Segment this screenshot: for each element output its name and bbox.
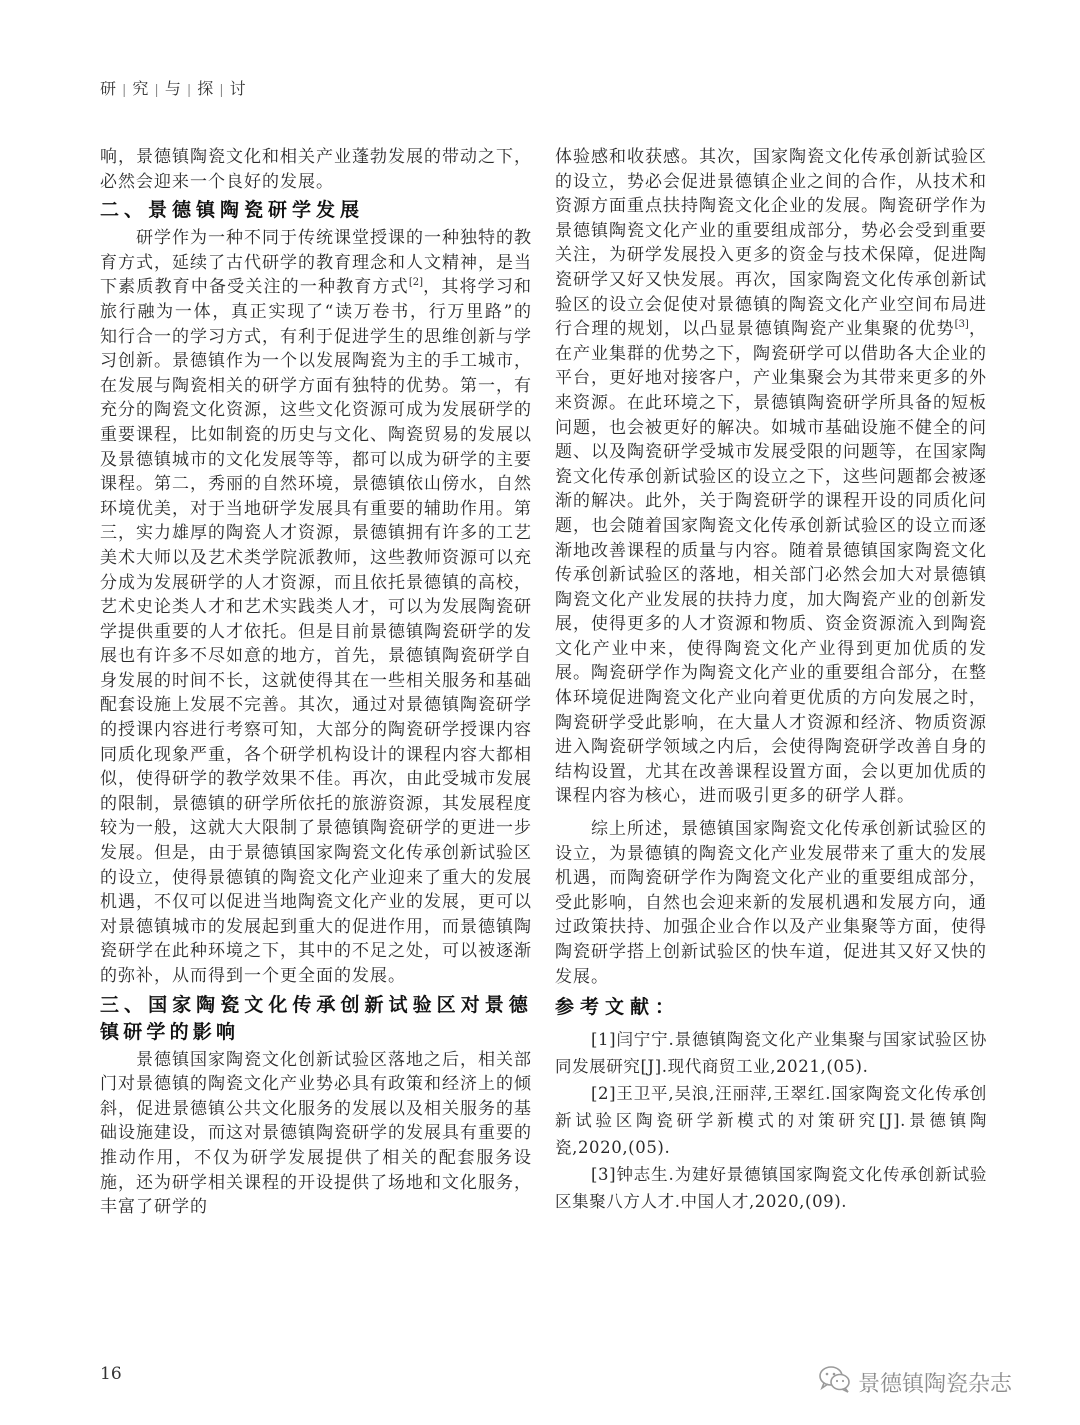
running-head-char: 与 (164, 79, 182, 98)
watermark (818, 1364, 1012, 1400)
paragraph (555, 145, 987, 809)
references-heading: 参考文献： (555, 996, 681, 1019)
watermark-text: 景德镇陶瓷杂志 (858, 1371, 1013, 1397)
citation: [2] (408, 277, 424, 289)
citation: [3] (954, 319, 969, 331)
running-head (100, 76, 247, 99)
reference-item: [2]王卫平,吴浪,汪丽萍,王翠红.国家陶瓷文化传承创新试验区陶瓷研学新模式的对策研究[J].景德镇陶瓷,2020,(05). (555, 1083, 987, 1157)
paragraph-text: 研学作为一种不同于传统课堂授课的一种独特的教育方式，延续了古代研学的教育理念和人文精神，是当下素质教育中备受关注的一种教育方式 (100, 228, 532, 298)
running-head-char: 究 (132, 79, 150, 98)
running-head-char: 探 (197, 79, 215, 98)
separator: | (219, 83, 225, 98)
separator: | (122, 83, 128, 98)
paragraph: 景德镇国家陶瓷文化创新试验区落地之后，相关部门对景德镇的陶瓷文化产业势必具有政策和经济上的倾斜，促进景德镇公共文化服务的发展以及相关服务的基础设施建设，而这对景德镇陶瓷研学的发展具有重要的推动作用，不仅为研学发展提供了相关的配套服务设施，还为研学相关课程的开设提供了场地和文化服务，丰富了研学的 (100, 1049, 532, 1218)
separator: | (154, 83, 160, 98)
running-head-char: 讨 (229, 79, 247, 98)
paragraph: 响，景德镇陶瓷文化和相关产业蓬勃发展的带动之下，必然会迎来一个良好的发展。 (100, 147, 532, 192)
paragraph-text: ，在产业集群的优势之下，陶瓷研学可以借助各大企业的平台，更好地对接客户，产业集聚会为其带来更多的外来资源。在此环境之下，景德镇陶瓷研学所具备的短板问题，也会被更好的解决。如城市基础设施不健全的问题、以及陶瓷研学受城市发展受限的问题等，在国家陶瓷文化传承创新试验区的设立之下，这些问题都会被逐渐的解决。此外，关于陶瓷研学的课程开设的同质化问题，也会随着国家陶瓷文化传承创新试验区的设立而逐渐地改善课程的质量与内容。随着景德镇国家陶瓷文化传承创新试验区的落地，相关部门必然会加大对景德镇陶瓷文化产业发展的扶持力度，加大陶瓷产业的创新发展，使得更多的人才资源和物质、资金资源流入到陶瓷文化产业中来，使得陶瓷文化产业得到更加优质的发展。陶瓷研学作为陶瓷文化产业的重要组合部分，在整体环境促进陶瓷文化产业向着更优质的方向发展之时，陶瓷研学受此影响，在大量人才资源和经济、物质资源进入陶瓷研学领域之内后，会使得陶瓷研学改善自身的结构设置，尤其在改善课程设置方面，会以更加优质的课程内容为核心，进而吸引更多的研学人群。 (555, 319, 988, 807)
wechat-icon (818, 1364, 852, 1400)
reference-item: [1]闫宁宁.景德镇陶瓷文化产业集聚与国家试验区协同发展研究[J].现代商贸工业,2021,(05). (555, 1029, 987, 1076)
right-column (555, 145, 987, 1215)
paragraph: 综上所述，景德镇国家陶瓷文化传承创新试验区的设立，为景德镇的陶瓷文化产业发展带来了重大的发展机遇，而陶瓷研学作为陶瓷文化产业的重要组成部分，受此影响，自然也会迎来新的发展机遇和发展方向，通过政策扶持、加强企业合作以及产业集聚等方面，使得陶瓷研学搭上创新试验区的快车道，促进其又好又快的发展。 (555, 819, 987, 987)
running-head-char: 研 (100, 79, 118, 98)
left-column (100, 145, 532, 1220)
reference-item: [3]钟志生.为建好景德镇国家陶瓷文化传承创新试验区集聚八方人才.中国人才,2020,(09). (555, 1164, 987, 1211)
paragraph-text: 体验感和收获感。其次，国家陶瓷文化传承创新试验区的设立，势必会促进景德镇企业之间的合作，从技术和资源方面重点扶持陶瓷文化企业的发展。陶瓷研学作为景德镇陶瓷文化产业的重要组成部分，势必会受到重要关注，为研学发展投入更多的资金与技术保障，促进陶瓷研学又好又快发展。再次，国家陶瓷文化传承创新试验区的设立会促使对景德镇的陶瓷文化产业空间布局进行合理的规划，以凸显景德镇陶瓷产业集聚的优势 (555, 147, 987, 340)
paragraph-text: ，其将学习和旅行融为一体，真正实现了“读万卷书，行万里路”的知行合一的学习方式，有利于促进学生的思维创新与学习创新。景德镇作为一个以发展陶瓷为主的手工城市，在发展与陶瓷相关的研学方面有独特的优势。第一，有充分的陶瓷文化资源，这些文化资源可成为发展研学的重要课程，比如制瓷的历史与文化、陶瓷贸易的发展以及景德镇城市的文化发展等等，都可以成为研学的主要课程。第二，秀丽的自然环境，景德镇依山傍水，自然环境优美，对于当地研学发展具有重要的辅助作用。第三，实力雄厚的陶瓷人才资源，景德镇拥有许多的工艺美术大师以及艺术类学院派教师，这些教师资源可以充分成为发展研学的人才资源，而且依托景德镇的高校，艺术史论类人才和艺术实践类人才，可以为发展陶瓷研学提供重要的人才依托。但是目前景德镇陶瓷研学的发展也有许多不尽如意的地方，首先，景德镇陶瓷研学自身发展的时间不长，这就使得其在一些相关服务和基础配套设施上发展不完善。其次，通过对景德镇陶瓷研学的授课内容进行考察可知，大部分的陶瓷研学授课内容同质化现象严重，各个研学机构设计的课程内容大都相似，使得研学的教学效果不佳。再次，由此受城市发展的限制，景德镇的研学所依托的旅游资源，其发展程度较为一般，这就大大限制了景德镇陶瓷研学的更进一步发展。但是，由于景德镇国家陶瓷文化传承创新试验区的设立，使得景德镇的陶瓷文化产业迎来了重大的发展机遇，不仅可以促进当地陶瓷文化产业的发展，更可以对景德镇城市的发展起到重大的促进作用，而景德镇陶瓷研学在此种环境之下，其中的不足之处，可以被逐渐的弥补，从而得到一个更全面的发展。 (100, 277, 533, 986)
section-heading-3: 三、国家陶瓷文化传承创新试验区对景德镇研学的影响 (100, 993, 532, 1043)
section-heading-2: 二、景德镇陶瓷研学发展 (100, 199, 365, 222)
paragraph (100, 226, 532, 988)
separator: | (186, 83, 193, 98)
page-number: 16 (100, 1364, 122, 1384)
